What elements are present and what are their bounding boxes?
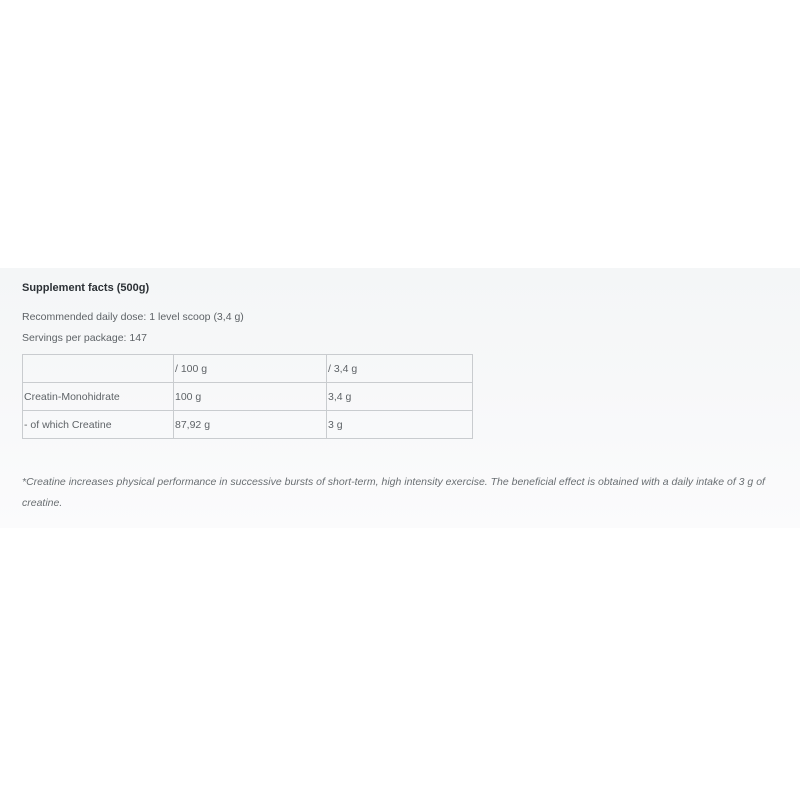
servings-per-package-text: Servings per package: 147 — [22, 332, 147, 344]
table-header-cell-per-serving: / 3,4 g — [327, 355, 473, 383]
supplement-facts-title: Supplement facts (500g) — [22, 282, 150, 294]
table-cell-per-serving: 3,4 g — [327, 383, 473, 411]
table-row — [23, 411, 473, 439]
table-cell-ingredient: Creatin-Monohidrate — [23, 383, 174, 411]
table-cell-per-100g: 100 g — [174, 383, 327, 411]
supplement-facts-panel — [0, 268, 800, 528]
table-cell-per-serving: 3 g — [327, 411, 473, 439]
table-row — [23, 383, 473, 411]
creatine-footnote: *Creatine increases physical performance in successive bursts of short-term, high intensity exercise. The beneficial effect is obtained with a daily intake of 3 g of creatine. — [22, 476, 765, 509]
recommended-dose-text: Recommended daily dose: 1 level scoop (3,4 g) — [22, 311, 244, 323]
table-header-cell-per-100g: / 100 g — [174, 355, 327, 383]
table-header-row — [23, 355, 473, 383]
table-cell-per-100g: 87,92 g — [174, 411, 327, 439]
table-header-cell — [23, 355, 174, 383]
nutrition-table — [22, 354, 473, 439]
table-cell-ingredient: - of which Creatine — [23, 411, 174, 439]
